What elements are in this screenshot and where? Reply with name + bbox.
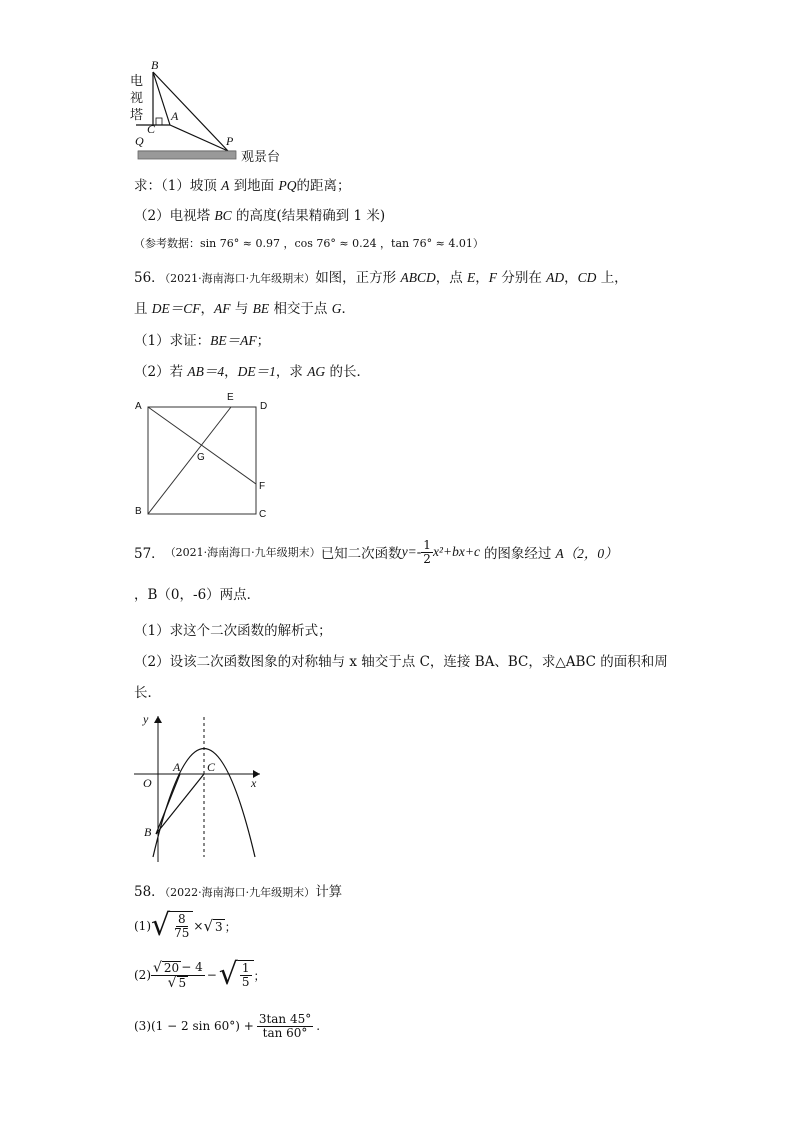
q56-line2-prefix: 且 [134,301,148,317]
q58-p1-sqrt3-val: 3 [215,919,223,934]
point-b-label: B [151,58,159,72]
q56-stem1: 如图，正方形 [315,270,397,286]
q56-dot: ． [341,301,355,317]
q57-source: （2021·海南海口·九年级期末） [164,546,321,559]
q58-p1-den: 75 [174,926,190,940]
q56-cd: CD [577,270,597,285]
point-a-label: A [173,760,181,774]
tv-tower-label [130,73,143,124]
sq-d-label: D [260,401,268,412]
q56-ag: AG [307,364,326,379]
q55-ask-mid: 到地面 [233,178,275,194]
q56-abcd: ABCD [400,270,436,285]
point-a-label: A [171,109,179,123]
q57-part1: （1）求这个二次函数的解析式； [134,623,332,639]
q58-part2 [134,956,266,994]
point-c-label: C [207,760,216,774]
q58-p3-end: . [316,1019,321,1033]
q58-part3 [134,1008,320,1044]
square-figure [130,392,280,526]
q55-ask-pq: PQ [278,178,297,193]
q57-rest: x²+bx+c [432,544,480,559]
q58-p2-end: ； [253,968,266,983]
q56-part2-mid: ，求 [275,364,303,380]
q57-stem-line1 [134,537,618,566]
q56-comma-2: ， [564,270,578,286]
q56-comma-4: ， [224,364,238,380]
q56-stem3: 分别在 [501,270,542,286]
q56-ad: AD [546,270,565,285]
sq-f-label: F [259,481,266,492]
q58-p1-sqrt-frac: √ $\frac{8}{75}$ [151,911,193,941]
axis-y-label: y [143,712,149,726]
q57-number: 57． [134,546,165,562]
q56-comma: ， [475,270,489,286]
q56-stem2: ，点 [435,270,463,286]
q58-p1-end: ； [224,919,237,934]
point-c-label: C [147,122,156,136]
q55-ask-prefix: 求：（1）坡顶 [134,178,217,194]
q57-stem1: 已知二次函数 [320,546,402,562]
q56-stem-line1 [134,266,628,286]
point-b-label: B [144,825,152,839]
parabola-figure [128,712,268,862]
q58-p2-sqrt-frac: √ $\frac{1}{5}$ [219,960,254,990]
q56-part2-label: （2）若 [134,364,184,380]
q55-part2-end: 的高度(结果精确到 1 米) [235,208,386,224]
q55-part2-prefix: （2）电视塔 [134,208,211,224]
q56-be: BE [252,301,270,316]
q57-frac-num: 1 [423,537,431,552]
q58-stem-text: 计算 [315,884,343,900]
sq-a-label: A [135,401,142,412]
q56-part1 [134,329,270,349]
tv-tower-figure [128,58,298,168]
axis-x-label: x [251,776,257,790]
q58-p2-minus: − [206,968,217,982]
tower-char-2: 视 [130,91,144,106]
q56-line2-end: 相交于点 [273,301,328,317]
tower-char-1: 电 [130,74,144,89]
q55-ask-a: A [221,178,230,193]
q56-source: （2021·海南海口·九年级期末） [164,272,316,285]
q56-g: G [331,301,342,316]
q57-a-point: A（2，0） [555,546,618,561]
q56-part2 [134,360,370,380]
square-diagram [130,396,280,526]
q58-part1 [134,908,237,944]
q58-p3-num: 3tan 45° [258,1011,312,1026]
q58-p2-sqrt5: 5 [178,975,187,990]
q58-p2-frac2-den: 5 [241,975,250,989]
q57-y-eq: y=- [401,544,422,559]
q58-p2-sqrt20: 20 [163,960,180,975]
q58-p3-expr: (1 − 2 sin 60°) + [151,1019,254,1033]
q56-e: E [467,270,476,285]
tower-char-3: 塔 [130,108,144,123]
q58-p1-num: 8 [177,912,186,926]
q58-p3-frac [257,1013,313,1040]
q56-stem-line2 [134,297,355,317]
q56-ab4: AB＝4 [187,364,225,379]
q58-p1-frac [172,913,191,940]
q58-p2-frac2-num: 1 [241,961,250,975]
q56-de1: DE＝1 [237,364,276,379]
q56-part1-end: ； [256,333,271,349]
q58-p1-sqrt3: √ 3 [203,916,223,935]
q58-p3-label: (3) [134,1019,151,1033]
q55-part2-line [134,204,385,224]
q56-number: 56． [134,270,165,286]
q55-reference: （参考数据：sin 76° ≈ 0.97 ，cos 76° ≈ 0.24 ，tan 76° ≈ 4.01） [134,237,484,250]
point-p-label: P [226,134,234,148]
q57-stem-line2: ，B（0，-6）两点． [134,587,261,603]
q56-af: AF [214,301,231,316]
q58-number: 58． [134,884,165,900]
q58-p2-frac: √ 20 − 4 √ 5 [153,959,203,991]
q57-fraction [421,539,433,566]
q58-source: （2022·海南海口·九年级期末） [164,886,316,899]
q57-frac-den: 2 [423,551,431,566]
q58-p3-den: tan 60° [262,1025,308,1040]
sq-b-label: B [135,506,142,517]
q58-p1-times: × [193,919,204,933]
q55-part2-bc: BC [214,208,232,223]
q56-part1-eq: BE＝AF [210,333,257,348]
q57-part2-a: （2）设该二次函数图象的对称轴与 x 轴交于点 C，连接 BA、BC，求△ABC 的面积和周 [134,654,668,670]
q58-stem [134,880,342,900]
q56-with: 与 [234,301,249,317]
sq-g-label: G [197,452,205,463]
q58-p2-frac2 [240,962,252,989]
q56-part1-label: （1）求证： [134,333,211,349]
point-q-label: Q [135,134,144,148]
sq-e-label: E [227,392,234,403]
q56-f: F [488,270,498,285]
q58-p1-label: (1) [134,919,151,933]
q58-p2-label: (2) [134,968,151,982]
q55-ask-line [134,174,350,194]
q56-de-cf: DE＝CF [151,301,201,316]
q56-stem4: 上， [600,270,628,286]
origin-label: O [143,776,152,790]
q58-p2-minus4: − 4 [181,960,203,974]
q56-part2-end: 的长． [329,364,370,380]
sq-c-label: C [259,509,267,520]
q57-part2-b: 长． [134,685,161,701]
q56-comma-3: ， [200,301,215,317]
platform-label: 观景台 [241,150,281,165]
q55-ask-end: 的距离； [296,178,351,194]
q57-stem2: 的图象经过 [483,546,552,562]
